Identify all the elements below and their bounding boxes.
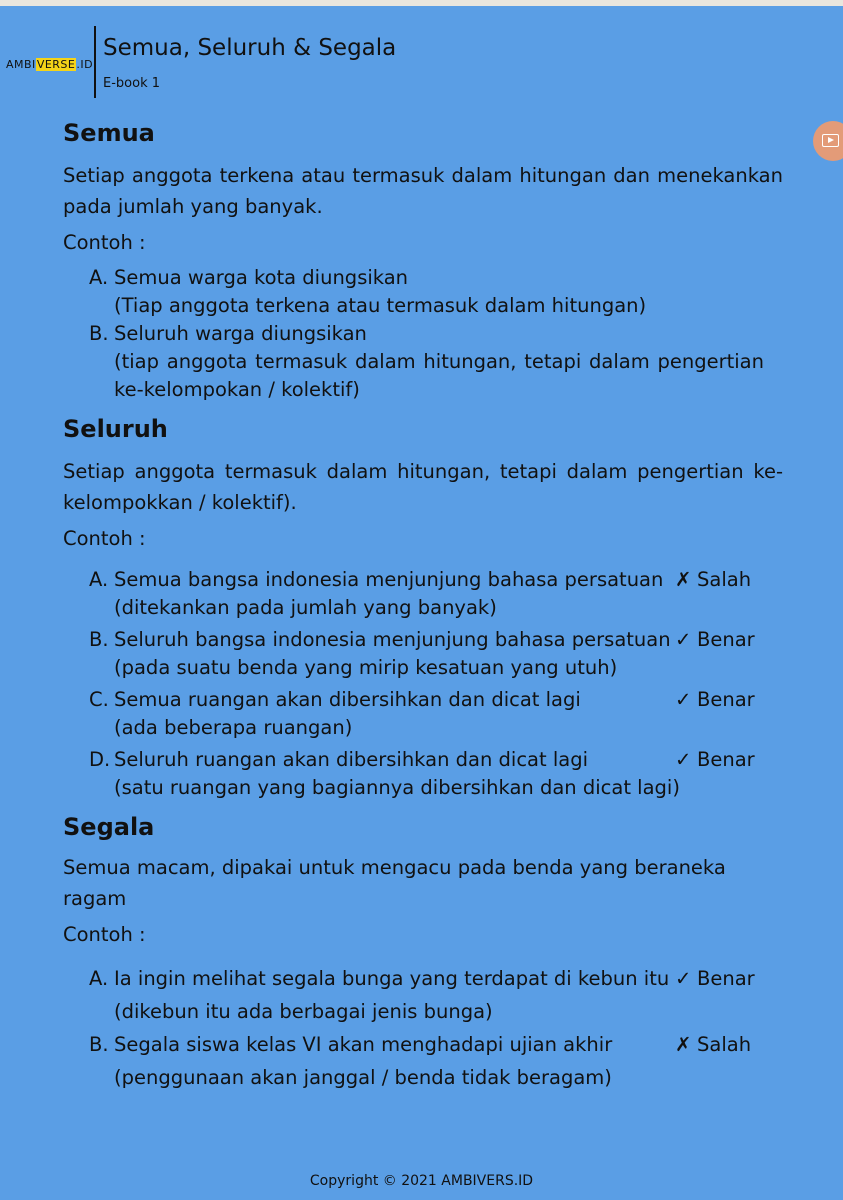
verdict-label: Salah (697, 1033, 752, 1056)
cross-icon: ✗ (675, 1033, 692, 1056)
check-icon: ✓ (675, 967, 692, 990)
section-definition: Setiap anggota termasuk dalam hitungan, tetapi dalam pengertian ke-kelompokkan / kolektif). (63, 460, 783, 514)
section-semua (63, 118, 783, 404)
verdict-label: Benar (697, 967, 755, 990)
item-text: Semua warga kota diungsikan (114, 266, 409, 289)
section-heading: Segala (63, 813, 155, 841)
top-strip (0, 0, 843, 6)
item-text: Ia ingin melihat segala bunga yang terdapat di kebun itu (114, 967, 670, 990)
item-text: Semua bangsa indonesia menjunjung bahasa persatuan (114, 568, 664, 591)
ambiverse-logo: AMBIVERSE.ID (6, 58, 94, 71)
item-note: (penggunaan akan janggal / benda tidak beragam) (114, 1066, 612, 1089)
video-play-button[interactable] (813, 121, 843, 161)
item-letter: B. (89, 1033, 109, 1056)
verdict-label: Benar (697, 628, 755, 651)
item-note: (pada suatu benda yang mirip kesatuan yang utuh) (114, 656, 618, 679)
play-icon (822, 134, 839, 147)
contoh-label: Contoh : (63, 527, 146, 550)
section-segala (63, 812, 783, 1094)
verdict-mark (675, 566, 751, 594)
page-header (0, 18, 843, 100)
item-note: (ada beberapa ruangan) (114, 716, 353, 739)
item-note: (satu ruangan yang bagiannya dibersihkan dan dicat lagi) (114, 776, 680, 799)
item-note: (dikebun itu ada berbagai jenis bunga) (114, 1000, 493, 1023)
contoh-label: Contoh : (63, 231, 146, 254)
item-letter: D. (89, 748, 111, 771)
verdict-mark (675, 962, 755, 995)
list-item (63, 686, 783, 742)
item-letter: B. (89, 628, 109, 651)
example-list (63, 962, 783, 1094)
section-definition: Setiap anggota terkena atau termasuk dalam hitungan dan menekankan pada jumlah yang banyak. (63, 164, 783, 218)
item-note: (ditekankan pada jumlah yang banyak) (114, 596, 497, 619)
section-heading: Semua (63, 119, 155, 147)
item-text: Segala siswa kelas VI akan menghadapi ujian akhir (114, 1033, 613, 1056)
example-list (63, 264, 783, 404)
list-item (63, 264, 783, 320)
verdict-mark (675, 686, 755, 714)
check-icon: ✓ (675, 748, 692, 771)
verdict-mark (675, 746, 755, 774)
verdict-label: Salah (697, 568, 752, 591)
verdict-label: Benar (697, 748, 755, 771)
main-content (63, 118, 783, 1094)
list-item (63, 962, 783, 1028)
section-seluruh (63, 414, 783, 802)
verdict-label: Benar (697, 688, 755, 711)
cross-icon: ✗ (675, 568, 692, 591)
check-icon: ✓ (675, 688, 692, 711)
list-item (63, 566, 783, 622)
verdict-mark (675, 626, 755, 654)
item-letter: A. (89, 568, 109, 591)
list-item (63, 746, 783, 802)
item-note: (Tiap anggota terkena atau termasuk dalam hitungan) (114, 294, 647, 317)
copyright-footer: Copyright © 2021 AMBIVERS.ID (309, 1173, 534, 1189)
check-icon: ✓ (675, 628, 692, 651)
section-definition: Semua macam, dipakai untuk mengacu pada benda yang beraneka ragam (63, 856, 726, 910)
item-note: (tiap anggota termasuk dalam hitungan, tetapi dalam pengertian ke-kelompokan / kolektif) (114, 350, 764, 401)
item-letter: C. (89, 688, 109, 711)
item-text: Seluruh warga diungsikan (114, 322, 367, 345)
item-letter: A. (89, 967, 109, 990)
item-text: Semua ruangan akan dibersihkan dan dicat lagi (114, 688, 581, 711)
document-title: Semua, Seluruh & Segala (103, 35, 397, 61)
item-text: Seluruh bangsa indonesia menjunjung bahasa persatuan (114, 628, 671, 651)
contoh-label: Contoh : (63, 923, 146, 946)
item-text: Seluruh ruangan akan dibersihkan dan dicat lagi (114, 748, 588, 771)
list-item (63, 1028, 783, 1094)
list-item (63, 626, 783, 682)
item-letter: A. (89, 266, 109, 289)
section-heading: Seluruh (63, 415, 168, 443)
item-letter: B. (89, 322, 109, 345)
header-divider (94, 26, 96, 98)
list-item (63, 320, 783, 404)
document-subtitle: E-book 1 (103, 76, 160, 91)
example-list (63, 566, 783, 802)
verdict-mark (675, 1028, 751, 1061)
